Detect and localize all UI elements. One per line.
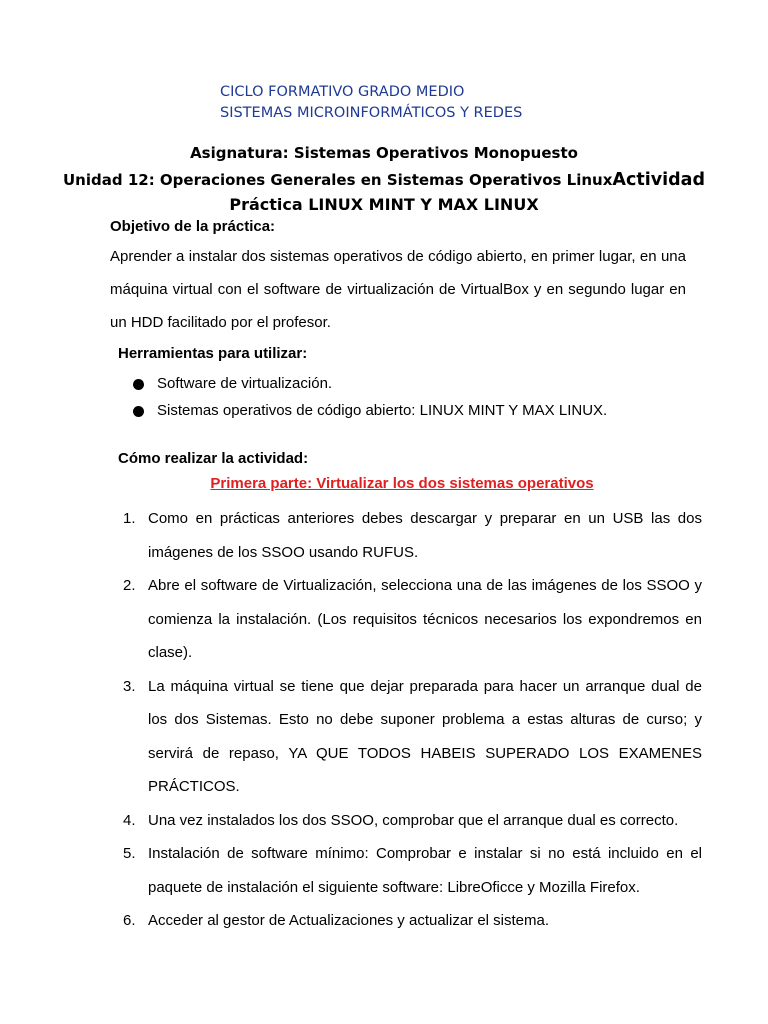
- tools-list: [130, 370, 607, 424]
- how-to-heading: Cómo realizar la actividad:: [118, 450, 309, 467]
- objective-text: Aprender a instalar dos sistemas operativos de código abierto, en primer lugar, en una máquina virtual con el software de virtualización de VirtualBox y en segundo lugar en un HDD facilitado por el profesor.: [110, 248, 686, 331]
- bullet-icon: [133, 379, 144, 390]
- subject-title: Asignatura: Sistemas Operativos Monopuesto: [190, 144, 578, 162]
- step-text: Abre el software de Virtualización, selecciona una de las imágenes de los SSOO y comienza la instalación. (Los requisitos técnicos necesarios los expondremos en clase).: [148, 577, 702, 661]
- list-item: [118, 569, 702, 670]
- list-item: [130, 397, 607, 424]
- step-number: 4.: [123, 811, 136, 829]
- step-number: 1.: [123, 510, 136, 527]
- list-item: [118, 837, 702, 904]
- steps-list: [118, 502, 702, 938]
- step-number: 2.: [123, 577, 136, 594]
- objective-heading: Objetivo de la práctica:: [110, 218, 276, 235]
- list-item: [130, 370, 607, 397]
- step-number: 3.: [123, 677, 136, 695]
- step-text: Como en prácticas anteriores debes descargar y preparar en un USB las dos imágenes de los SSOO usando RUFUS.: [148, 510, 702, 561]
- tool-item-text: Sistemas operativos de código abierto: LINUX MINT Y MAX LINUX.: [157, 402, 608, 419]
- activity-label: Actividad: [612, 170, 705, 190]
- part-one-title: Primera parte: Virtualizar los dos sistemas operativos: [210, 475, 594, 492]
- course-subtitle: SISTEMAS MICROINFORMÁTICOS Y REDES: [220, 105, 523, 121]
- step-text: Instalación de software mínimo: Comprobar e instalar si no está incluido en el paquete de instalación el siguiente software: LibreOficce y Mozilla Firefox.: [148, 845, 702, 896]
- practice-title: Práctica LINUX MINT Y MAX LINUX: [229, 195, 539, 214]
- step-text: Acceder al gestor de Actualizaciones y actualizar el sistema.: [148, 912, 550, 929]
- tool-item-text: Software de virtualización.: [157, 375, 333, 392]
- step-text: Una vez instalados los dos SSOO, comprobar que el arranque dual es correcto.: [148, 811, 679, 829]
- step-number: 5.: [123, 845, 136, 862]
- list-item: [118, 502, 702, 569]
- unit-label: Unidad 12: Operaciones Generales en Sistemas Operativos Linux: [63, 171, 613, 189]
- step-number: 6.: [123, 912, 136, 929]
- bullet-icon: [133, 406, 144, 417]
- course-title: CICLO FORMATIVO GRADO MEDIO: [220, 84, 465, 100]
- list-item: [118, 804, 702, 838]
- tools-heading: Herramientas para utilizar:: [118, 345, 308, 362]
- step-text: La máquina virtual se tiene que dejar preparada para hacer un arranque dual de los dos Sistemas. Esto no debe suponer problema a estas alturas de curso; y servirá de repaso, YA QUE TODOS HABEIS SUPERADO LOS EXAMENES PRÁCTICOS.: [148, 677, 702, 795]
- unit-title: [0, 168, 768, 192]
- list-item: [118, 904, 702, 938]
- list-item: [118, 670, 702, 804]
